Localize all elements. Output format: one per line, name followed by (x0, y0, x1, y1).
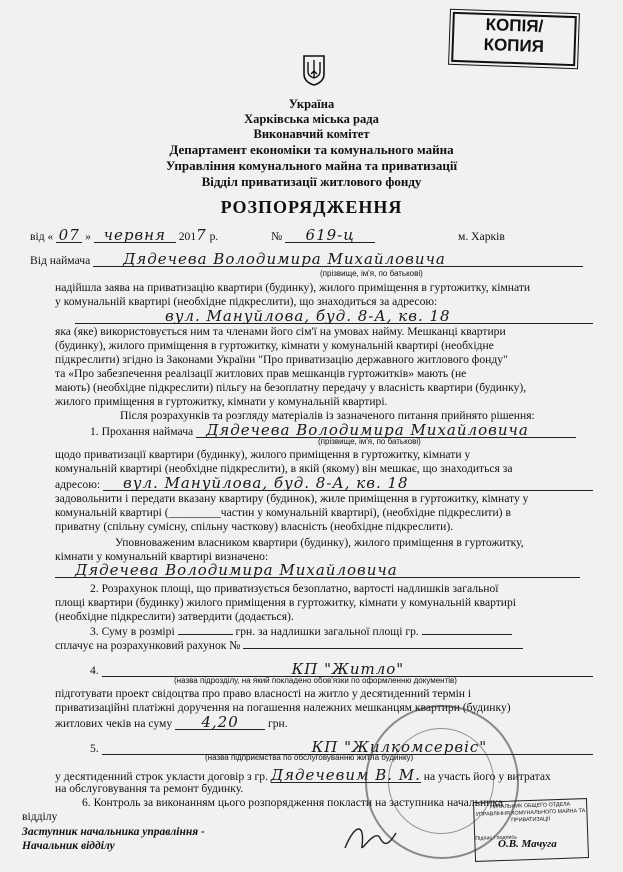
header-country: Україна (288, 97, 335, 111)
body-line-14: комунальній квартирі (_________частин у комунальній квартирі), (необхідне підкреслити) в (55, 506, 511, 519)
body-line-15: приватну (спільну сумісну, спільну часткову) власність (необхідне підкреслити). (55, 520, 454, 533)
body-line-25 (55, 715, 593, 731)
body-line-19: площі квартири (будинку) жилого приміщення в гуртожитку, кімнати у комунальній квартирі (55, 596, 517, 609)
body-line-28: 6. Контроль за виконанням цього розпорядження покласти на заступника начальника (82, 796, 504, 809)
body-line-10: щодо приватизації квартири (будинку), жилого приміщення в гуртожитку, кімнати у (55, 448, 471, 461)
point-4-num: 4. (90, 664, 99, 677)
body-line-4: (будинку), жилого приміщення в гуртожитку, кімнати у комунальній квартирі (необхідне (55, 339, 494, 352)
point-3-account: сплачує на розрахунковий рахунок № (55, 639, 241, 652)
point-1-name: Дядечева Володимира Михайловича (196, 423, 576, 438)
body-line-23: підготувати проект свідоцтва про право власності на житло у десятиденний термін і (55, 687, 472, 700)
body-line-29: відділу (22, 810, 58, 823)
date-year-suffix: р. (209, 230, 219, 243)
contract-tail: на участь його у витратах (423, 770, 551, 783)
address-line-2 (55, 476, 593, 492)
body-line-5: підкреслити) згідно із Законами України "Про приватизацію державного житлового фонду" (55, 353, 508, 366)
address-handwritten: вул. Мануйлова, буд. 8-А, кв. 18 (75, 309, 593, 324)
date-year-prefix: 201 (178, 230, 197, 243)
checks-sum-label: житлових чеків на суму (55, 717, 173, 730)
copy-stamp-line2: КОПИЯ (483, 34, 545, 57)
tenant-line (30, 252, 593, 268)
header-directorate: Управління комунального майна та приватизації (165, 158, 458, 173)
date-day: 07 (56, 228, 82, 243)
body-line-3: яка (яке) використовується ним та членами його сім'ї на умовах найму. Мешканці квартири (55, 325, 506, 338)
owner-handwritten: Дядечева Володимира Михайловича (55, 563, 580, 578)
header-division: Відділ приватизації житлового фонду (201, 174, 422, 189)
date-year-digit: 7 (196, 228, 207, 244)
department-stamp-line1: НАЧАЛЬНИК ОБЩЕГО ОТДЕЛА (489, 801, 571, 811)
header-committee: Виконавчий комітет (253, 127, 370, 141)
signature-label: Підпис / подпись (475, 834, 518, 842)
body-line-9: Після розрахунків та розгляду матеріалів із зазначеного питання прийнято рішення: (120, 409, 535, 422)
body-line-6: та «Про забезпечення реалізації житлових прав мешканців гуртожитків» мають (не (55, 367, 467, 380)
point-4-caption: (назва підрозділу, на який покладено обов'язки по оформленню документів) (174, 676, 457, 685)
header-council: Харківська міська рада (244, 112, 379, 126)
body-line-27: на обслуговування та ремонт будинку. (55, 782, 244, 795)
point-5-caption: (назва підприємства по обслуговуванню житла будинку) (205, 753, 414, 762)
body-line-11: комунальній квартирі (необхідне підкреслити), в якій (якому) він мешкає, що знаходиться за (55, 462, 513, 475)
body-line-2: у комунальній квартирі (необхідне підкреслити), що знаходиться за адресою: (55, 295, 438, 308)
date-month: червня (94, 228, 176, 243)
number-label: № (271, 230, 283, 243)
point-4-handwritten: КП "Житло" (102, 662, 593, 677)
point-3-b: грн. за надлишки загальної площі гр. (235, 625, 419, 638)
body-line-20: (необхідне підкреслити) затвердити (додається). (55, 610, 294, 623)
point-3-line-2 (55, 639, 593, 653)
body-line-17: кімнати у комунальній квартирі визначено: (55, 550, 269, 563)
tenant-name: Дядечева Володимира Михайловича (93, 252, 583, 267)
signatory-name: О.В. Мачуга (498, 838, 557, 850)
point-3-line (90, 625, 593, 639)
body-line-13: задовольнити і передати вказану квартиру (будинок), жиле приміщення в гуртожитку, кімнату у (55, 492, 529, 505)
department-stamp-line2: УПРАВЛІННЯ КОМУНАЛЬНОГО МАЙНА ТА ПРИВАТИЗАЦІЇ (475, 808, 586, 824)
department-stamp (473, 798, 589, 862)
signature-scribble (340, 818, 400, 858)
date-from-label: від « (30, 230, 54, 243)
point-5-num: 5. (90, 742, 99, 755)
address-line (75, 309, 593, 325)
tenant-caption: (прізвище, ім'я, по батькові) (320, 269, 423, 278)
document-title: РОЗПОРЯДЖЕННЯ (220, 197, 403, 217)
body-line-18: 2. Розрахунок площі, що приватизується безоплатно, вартості надлишків загальної (90, 582, 499, 595)
document-number: 619-ц (285, 228, 375, 243)
point-3-a: 3. Суму в розмірі (90, 625, 175, 638)
point-1-label: 1. Прохання наймача (90, 425, 194, 438)
city: м. Харків (458, 230, 505, 243)
checks-sum-amount: 4,20 (175, 715, 265, 730)
body-line-8: жилого приміщення в гуртожитку, кімнати у комунальній квартирі. (55, 395, 388, 408)
signature-role-1: Заступник начальника управління - (22, 826, 205, 838)
body-line-7: мають) (необхідне підкреслити) пільгу на безоплатну передачу у власність квартири (будинку), (55, 381, 527, 394)
address-label: адресою: (55, 478, 101, 491)
signature-role-2: Начальник відділу (22, 840, 115, 852)
date-day-close: » (85, 230, 91, 243)
trident-coat-of-arms-icon (302, 54, 326, 86)
owner-line (55, 563, 593, 579)
contract-handwritten: Дядечевим В. М. (270, 768, 421, 784)
body-line-16: Уповноваженим власником квартири (будинку), жилого приміщення в гуртожитку, (115, 536, 524, 549)
copy-stamp-line1: КОПІЯ/ (485, 15, 544, 37)
tenant-label: Від наймача (30, 254, 91, 267)
address-handwritten-2: вул. Мануйлова, буд. 8-А, кв. 18 (103, 476, 593, 491)
checks-sum-currency: грн. (267, 717, 288, 730)
point-1-caption: (прізвище, ім'я, по батькові) (318, 437, 421, 446)
body-line-1: надійшла заява на приватизацію квартири (будинку), жилого приміщення в гуртожитку, кімнати (55, 281, 531, 294)
header-department: Департамент економіки та комунального майна (169, 142, 454, 157)
copy-stamp (451, 12, 577, 66)
body-line-24: приватизаційні платіжні доручення на погашення належних мешканцям квартири (будинку) (55, 701, 511, 714)
point-5-handwritten: КП "Жилкомсервіс" (102, 740, 593, 755)
contract-label: у десятиденний строк укласти договір з гр. (55, 770, 268, 783)
date-line (30, 228, 593, 244)
